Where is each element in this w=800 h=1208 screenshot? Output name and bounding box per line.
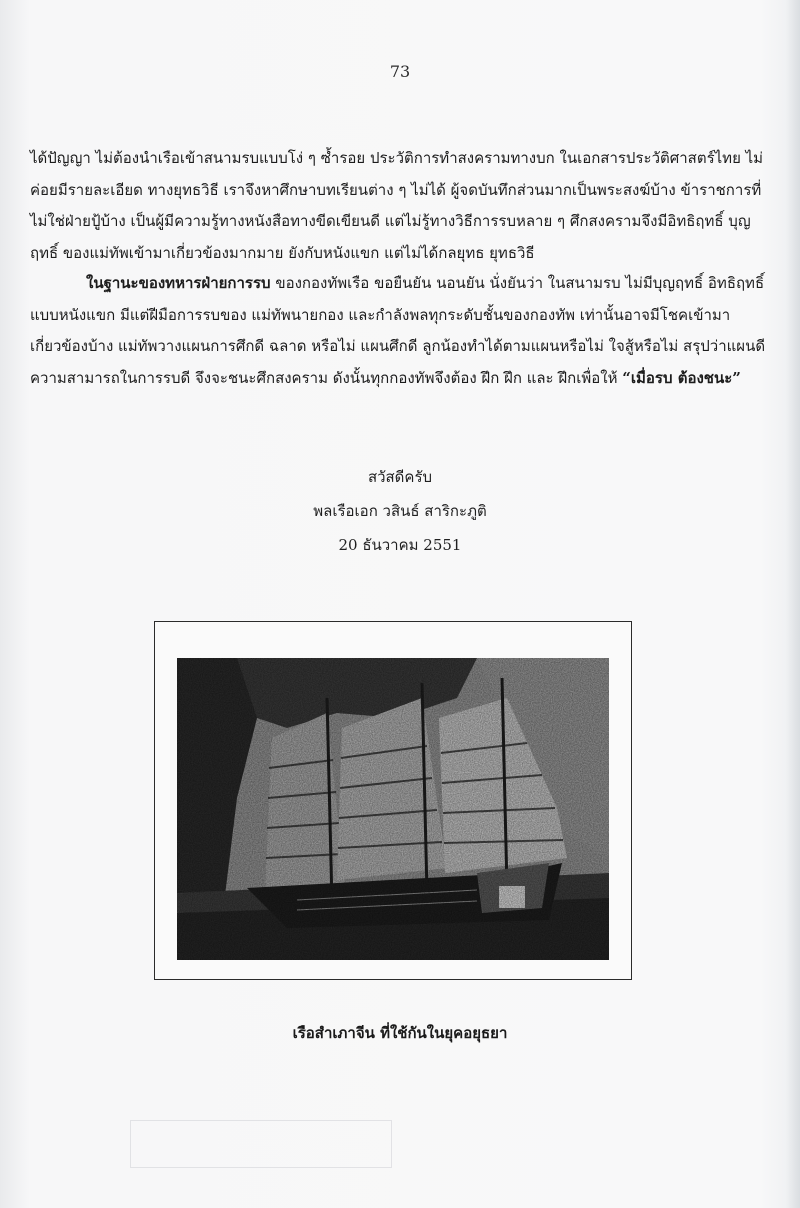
page-number: 73 <box>389 62 411 81</box>
page-edge-shadow <box>786 0 800 1208</box>
signature-name: พลเรือเอก วสินธ์ สาริกะภูติ <box>313 502 487 520</box>
paragraph-lead-phrase: ในฐานะของทหารฝ่ายการรบ <box>86 274 271 292</box>
signature-date: 20 ธันวาคม 2551 <box>338 536 462 554</box>
paragraph-body: ของกองทัพเรือ ขอยืนยัน นอนยัน นั่งยันว่า ในสนามรบ ไม่มีบุญฤทธิ์ อิทธิฤทธิ์ แบบหนังแขก มีแต่ฝีมือการรบของ แม่ทัพนายกอง และกำลังพลทุกระดับชั้นของกองทัพ เท่านั้นอาจมีโชคเข้ามาเกี่ยวข้องบ้าง แม่ทัพวางแผนการศึกดี ฉลาด หรือไม่ แผนศึกดี ลูกน้องทำได้ตามแผนหรือไม่ ใจสู้หรือไม่ สรุปว่าแผนดี ความสามารถในการรบดี จึงจะชนะศึกสงคราม ดังนั้นทุกกองทัพจึงต้อง ฝึก ฝึก และ ฝึกเพื่อให้ <box>30 274 766 387</box>
body-paragraph-1: ได้ปัญญา ไม่ต้องนำเรือเข้าสนามรบแบบโง่ ๆ ซ้ำรอย ประวัติการทำสงครามทางบก ในเอกสารประวัติศาสตร์ไทย ไม่ค่อยมีรายละเอียด ทางยุทธวิธี เราจึงหาศึกษาบทเรียนต่าง ๆ ไม่ได้ ผู้จดบันทึกส่วนมากเป็นพระสงฆ์บ้าง ข้าราชการที่ไม่ใช่ฝ่ายปู้บ้าง เป็นผู้มีความรู้ทางหนังสือทางขีดเขียนดี แต่ไม่รู้ทางวิธีการรบหลาย ๆ ศึกสงครามจึงมีอิทธิฤทธิ์ บุญฤทธิ์ ของแม่ทัพเข้ามาเกี่ยวข้องมากมาย ยังกับหนังแขก แต่ไม่ได้กลยุทธ ยุทธวิธี <box>30 149 764 262</box>
faint-bleedthrough-mark <box>130 1120 392 1168</box>
junk-ship-image <box>177 658 609 960</box>
closing-motto: “เมื่อรบ ต้องชนะ” <box>622 368 741 387</box>
figure-frame <box>154 621 632 980</box>
body-paragraph-2 <box>30 268 770 394</box>
figure-caption: เรือสำเภาจีน ที่ใช้กันในยุคอยุธยา <box>292 1024 508 1042</box>
signature-block <box>0 460 800 562</box>
signature-greeting: สวัสดีครับ <box>367 468 433 486</box>
